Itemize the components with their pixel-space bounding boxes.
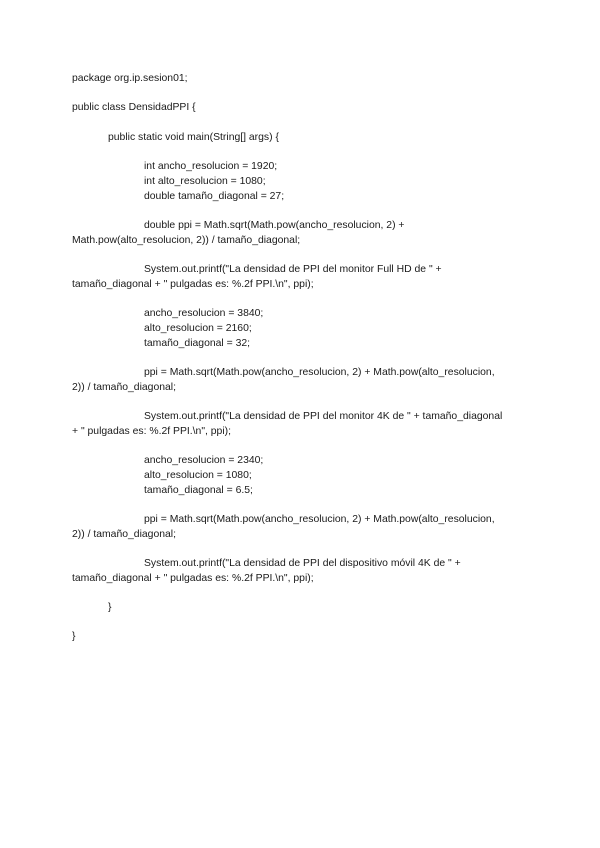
code-line-continuation: 2)) / tamaño_diagonal; — [72, 529, 176, 540]
code-line: alto_resolucion = 1080; — [144, 470, 252, 481]
code-line: ancho_resolucion = 2340; — [144, 455, 264, 466]
code-line: tamaño_diagonal = 32; — [144, 338, 251, 349]
code-line: int ancho_resolucion = 1920; — [144, 161, 278, 172]
code-line-continuation: tamaño_diagonal + " pulgadas es: %.2f PPI.\n", ppi); — [72, 573, 314, 584]
code-line-main-method: public static void main(String[] args) { — [108, 132, 279, 143]
code-line: double tamaño_diagonal = 27; — [144, 191, 285, 202]
code-line: System.out.printf("La densidad de PPI del dispositivo móvil 4K de " + — [144, 558, 461, 569]
code-line-class-close: } — [72, 631, 76, 642]
code-line-continuation: Math.pow(alto_resolucion, 2)) / tamaño_diagonal; — [72, 235, 301, 246]
code-line: int alto_resolucion = 1080; — [144, 176, 266, 187]
code-line: double ppi = Math.sqrt(Math.pow(ancho_resolucion, 2) + — [144, 220, 405, 231]
code-line: tamaño_diagonal = 6.5; — [144, 485, 253, 496]
code-line: ppi = Math.sqrt(Math.pow(ancho_resolucion, 2) + Math.pow(alto_resolucion, — [144, 514, 495, 525]
code-line-continuation: tamaño_diagonal + " pulgadas es: %.2f PPI.\n", ppi); — [72, 279, 314, 290]
code-line-class-declaration: public class DensidadPPI { — [72, 102, 196, 113]
code-line-continuation: 2)) / tamaño_diagonal; — [72, 382, 176, 393]
code-line-continuation: + " pulgadas es: %.2f PPI.\n", ppi); — [72, 426, 231, 437]
code-line: ppi = Math.sqrt(Math.pow(ancho_resolucion, 2) + Math.pow(alto_resolucion, — [144, 367, 495, 378]
code-line-method-close: } — [108, 602, 112, 613]
code-line: System.out.printf("La densidad de PPI del monitor Full HD de " + — [144, 264, 442, 275]
code-line-package: package org.ip.sesion01; — [72, 73, 188, 84]
code-line: alto_resolucion = 2160; — [144, 323, 252, 334]
code-line: System.out.printf("La densidad de PPI del monitor 4K de " + tamaño_diagonal — [144, 411, 503, 422]
code-line: ancho_resolucion = 3840; — [144, 308, 264, 319]
